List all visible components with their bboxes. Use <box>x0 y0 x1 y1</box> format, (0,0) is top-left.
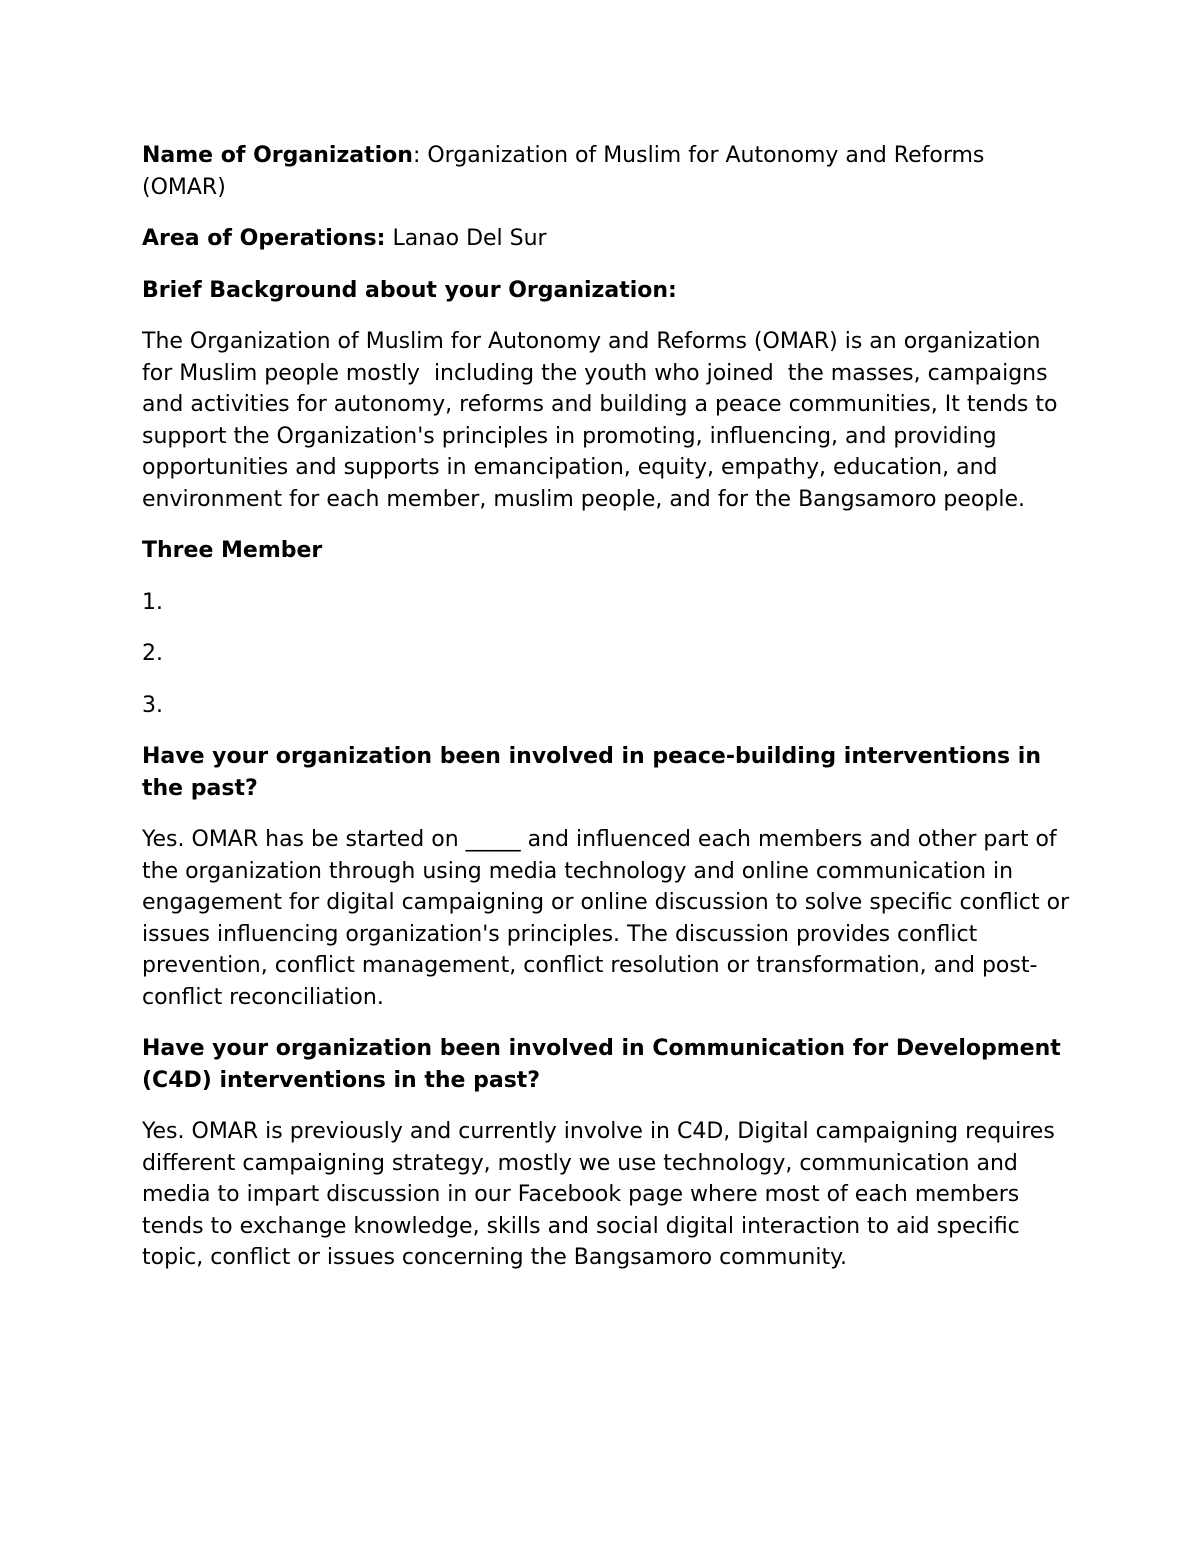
document-page <box>142 140 1077 1294</box>
members-heading <box>142 535 1072 567</box>
member-item-1: 1. <box>142 589 163 615</box>
member-item-3: 3. <box>142 692 163 718</box>
area-line <box>142 223 1072 255</box>
area-label: Area of Operations: <box>142 226 386 251</box>
background-heading-text: Brief Background about your Organization: <box>142 277 677 303</box>
member-item-2: 2. <box>142 641 163 666</box>
q1-answer: Yes. OMAR has be started on _____ and influenced each members and other part of the organization through using media technology and online communication in engagement for digital campaigning or online discussion to solve specific conflict or issues influencing organization's principles. The discussion provides conflict prevention, conflict management, conflict resolution or transformation, and post-conflict reconciliation. <box>142 827 1077 1010</box>
q2-heading-text: Have your organization been involved in Communication for Development (C4D) interventions in the past? <box>142 1036 1069 1093</box>
q1-heading-text: Have your organization been involved in peace-building interventions in the past? <box>142 744 1049 801</box>
background-heading <box>142 275 1072 307</box>
q2-heading <box>142 1033 1072 1096</box>
q1-heading <box>142 741 1072 804</box>
background-text: The Organization of Muslim for Autonomy and Reforms (OMAR) is an organization for Muslim people mostly including the youth who joined the masses, campaigns and activities for autonomy, reforms and building a peace communities, It tends to support the Organization's principles in promoting, influencing, and providing opportunities and supports in emancipation, equity, empathy, education, and environment for each member, muslim people, and for the Bangsamoro people. <box>142 329 1065 512</box>
org-name-label: Name of Organization <box>142 143 413 168</box>
org-name-line <box>142 140 1072 203</box>
q2-answer: Yes. OMAR is previously and currently involve in C4D, Digital campaigning requires different campaigning strategy, mostly we use technology, communication and media to impart discussion in our Facebook page where most of each members tends to exchange knowledge, skills and social digital interaction to aid specific topic, conflict or issues concerning the Bangsamoro community. <box>142 1119 1062 1270</box>
org-name-value: : Organization of Muslim for Autonomy and Reforms (OMAR) <box>142 143 992 200</box>
area-value: Lanao Del Sur <box>385 226 547 251</box>
members-heading-text: Three Member <box>142 538 323 563</box>
